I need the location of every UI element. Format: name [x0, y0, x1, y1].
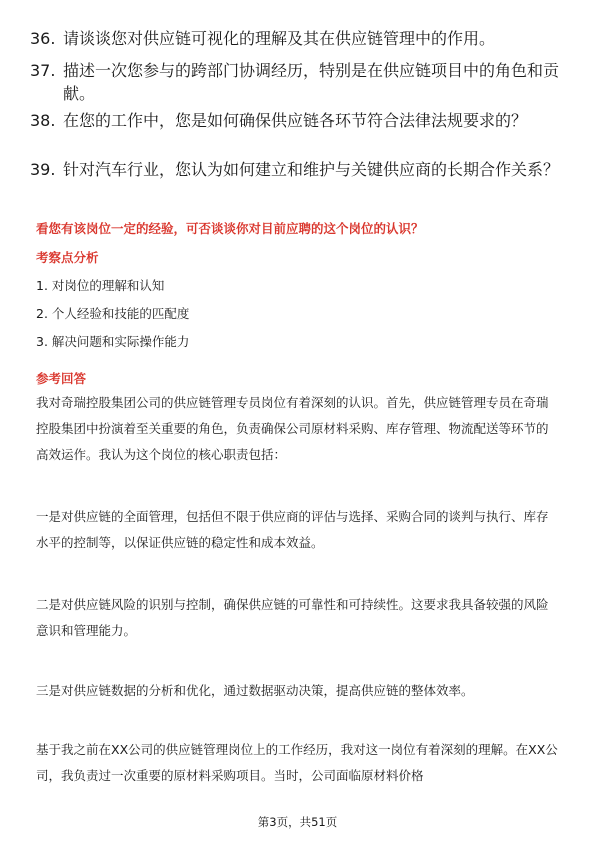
question-36	[30, 27, 560, 50]
question-39	[30, 158, 560, 181]
question-number: 36.	[30, 29, 56, 48]
answer-heading: 参考回答	[36, 371, 87, 386]
question-text: 描述一次您参与的跨部门协调经历，特别是在供应链项目中的角色和贡献。	[63, 61, 560, 103]
question-text: 针对汽车行业，您认为如何建立和维护与关键供应商的长期合作关系？	[63, 160, 560, 179]
question-number: 38.	[30, 111, 56, 130]
answer-paragraph: 一是对供应链的全面管理，包括但不限于供应商的评估与选择、采购合同的谈判与执行、库存水平的控制等，以保证供应链的稳定性和成本效益。	[36, 509, 549, 550]
answer-paragraph: 基于我之前在XX公司的供应链管理岗位上的工作经历，我对这一岗位有着深刻的理解。在XX公司，我负责过一次重要的原材料采购项目。当时，公司面临原材料价格	[36, 742, 558, 783]
question-38	[30, 109, 560, 132]
question-number: 37.	[30, 61, 56, 80]
answer-paragraph: 二是对供应链风险的识别与控制，确保供应链的可靠性和可持续性。这要求我具备较强的风险意识和管理能力。	[36, 597, 549, 638]
page-footer: 第3页，共51页	[257, 815, 338, 829]
question-number: 39.	[30, 160, 56, 179]
highlight-question: 看您有该岗位一定的经验，可否谈谈你对目前应聘的这个岗位的认识？	[36, 221, 424, 236]
question-text: 在您的工作中，您是如何确保供应链各环节符合法律法规要求的？	[63, 111, 528, 130]
answer-paragraph: 三是对供应链数据的分析和优化，通过数据驱动决策，提高供应链的整体效率。	[36, 683, 474, 698]
analysis-heading: 考察点分析	[36, 250, 99, 265]
analysis-item: 2. 个人经验和技能的匹配度	[36, 306, 190, 321]
analysis-item: 3. 解决问题和实际操作能力	[36, 334, 190, 349]
question-text: 请谈谈您对供应链可视化的理解及其在供应链管理中的作用。	[63, 29, 496, 48]
answer-paragraph: 我对奇瑞控股集团公司的供应链管理专员岗位有着深刻的认识。首先，供应链管理专员在奇瑞控股集团中扮演着至关重要的角色，负责确保公司原材料采购、库存管理、物流配送等环节的高效运作。我认为这个岗位的核心职责包括：	[36, 395, 549, 462]
question-37	[30, 59, 560, 105]
analysis-item: 1. 对岗位的理解和认知	[36, 278, 165, 293]
